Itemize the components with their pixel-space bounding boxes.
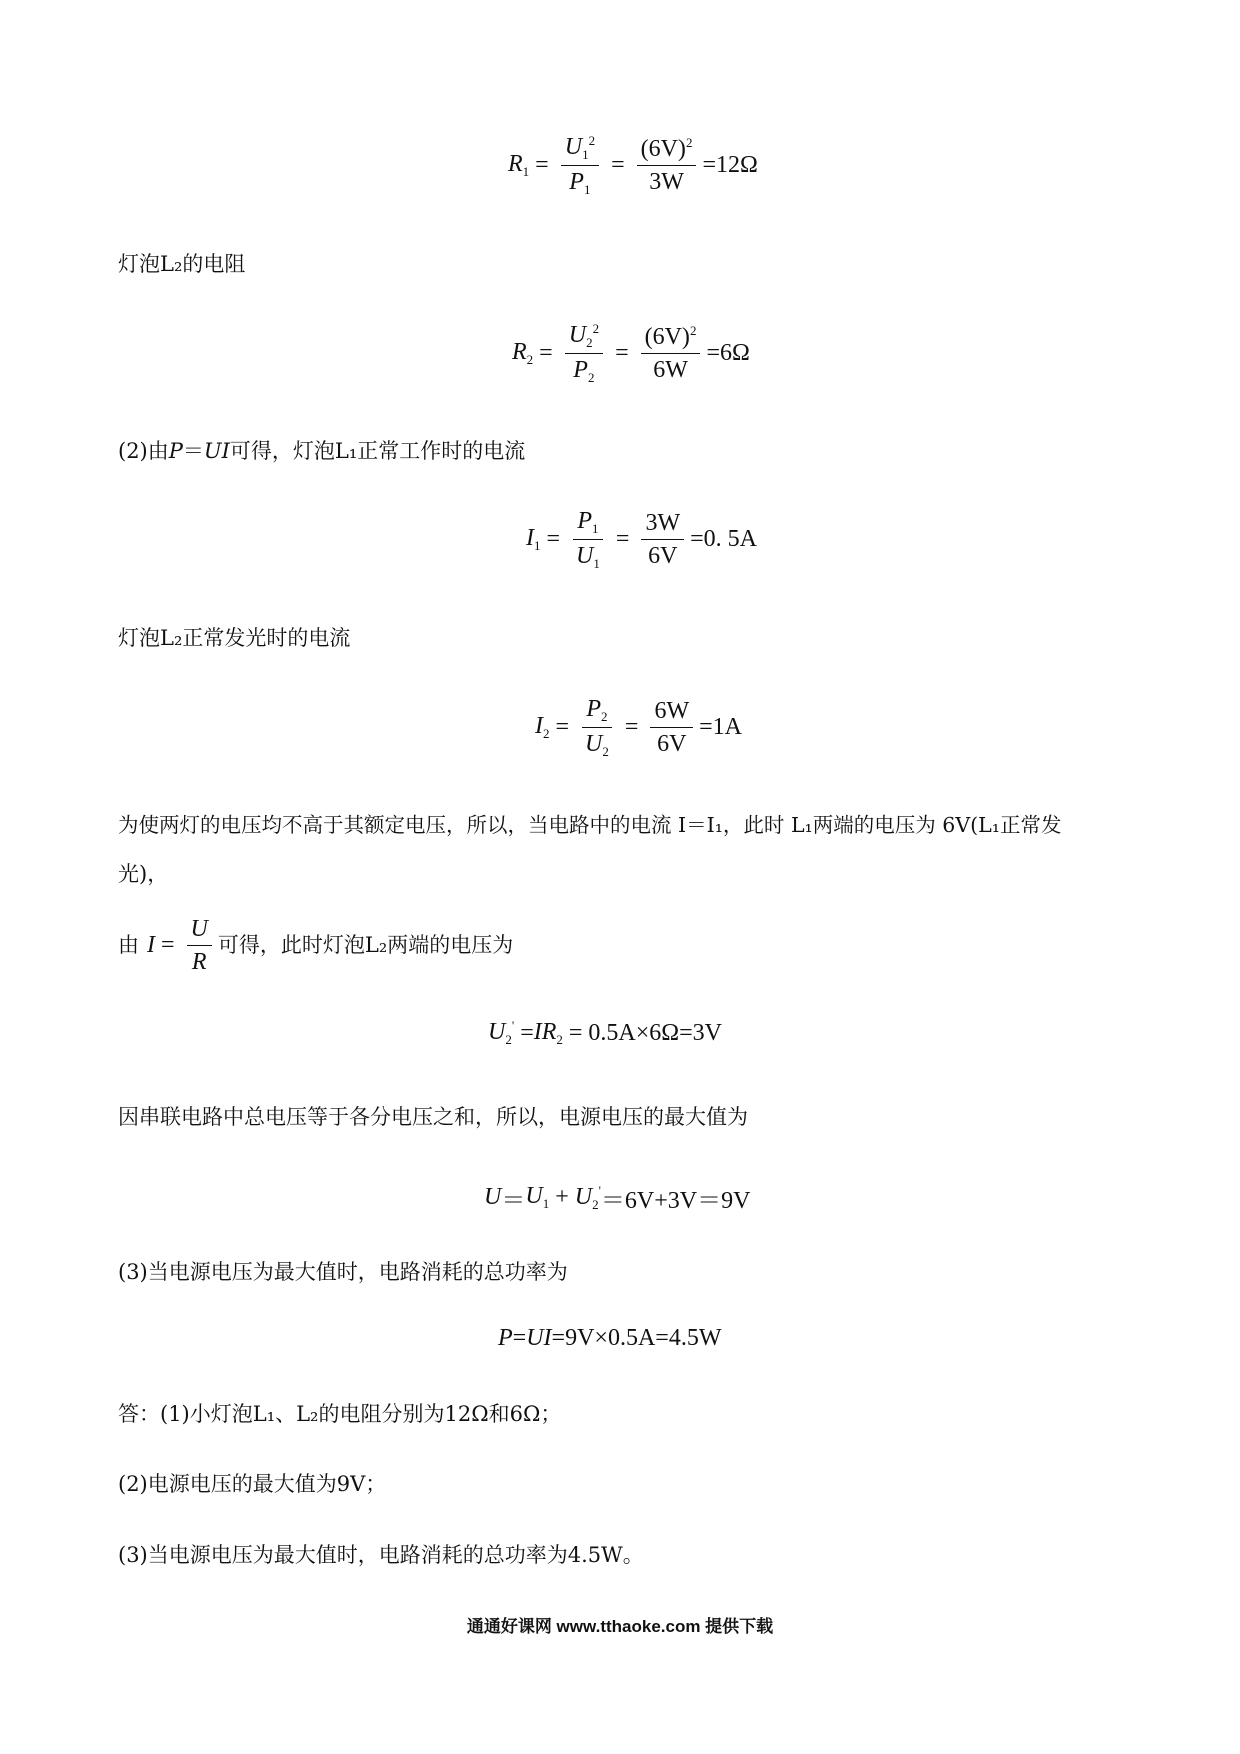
fraction: $\frac{U_1^2}{P_1}$ bbox=[561, 134, 599, 196]
equation-r1 bbox=[508, 134, 758, 196]
text-series: 因串联电路中总电压等于各分电压之和，所以，电源电压的最大值为 bbox=[118, 1105, 748, 1129]
text-l2-current: 灯泡L₂正常发光时的电流 bbox=[118, 626, 351, 650]
fraction: $\frac{U_2^2}{P_2}$ bbox=[565, 322, 603, 384]
text-l2-resistance: 灯泡L₂的电阻 bbox=[118, 252, 246, 276]
answer-1: 答：(1)小灯泡L₁、L₂的电阻分别为12Ω和6Ω； bbox=[118, 1402, 562, 1426]
text-reason-line2: 光)， bbox=[118, 862, 169, 886]
fraction: $\frac{P_1}{U_1}$ bbox=[572, 509, 604, 570]
fraction: $\frac{6W}{6V}$ bbox=[650, 699, 693, 756]
answer-2: (2)电源电压的最大值为9V； bbox=[118, 1472, 387, 1496]
fraction: $\frac{(6V)^2}{3W}$ bbox=[637, 136, 697, 194]
equation-p-total: P = UI =9V×0.5A=4.5W bbox=[498, 1325, 722, 1351]
text-part2: (2)由P＝UI可得，灯泡L₁正常工作时的电流 bbox=[118, 439, 526, 463]
equals: = bbox=[535, 151, 549, 178]
fraction: $\frac{3W}{6V}$ bbox=[641, 511, 684, 568]
text-part3: (3)当电源电压为最大值时，电路消耗的总功率为 bbox=[118, 1260, 568, 1284]
symbol: $R_1$ bbox=[508, 150, 530, 179]
equation-r2: $R_2$ = $\frac{U_2^2}{P_2}$ = $\frac{(6V)^2}{6W}$ =6Ω bbox=[512, 321, 750, 385]
fraction: $\frac{(6V)^2}{6W}$ bbox=[641, 324, 701, 382]
equation-i1: $I_1$ = $\frac{P_1}{U_1}$ = $\frac{3W}{6V}$ =0. 5A bbox=[526, 508, 757, 571]
equals: = bbox=[611, 151, 625, 178]
footer-source: 通通好课网 www.tthaoke.com 提供下载 bbox=[466, 1617, 774, 1636]
equation-u-total: U ＝ $U_1$ + $U_2'$ ＝6V+3V＝9V bbox=[484, 1182, 751, 1214]
text-ohm: 由 I = $\frac{U}{R}$ 可得，此时灯泡L₂两端的电压为 bbox=[118, 916, 514, 975]
answer-3: (3)当电源电压为最大值时，电路消耗的总功率为4.5W。 bbox=[118, 1543, 644, 1567]
fraction: $\frac{P_2}{U_2}$ bbox=[581, 697, 613, 758]
equation-i2: $I_2$ = $\frac{P_2}{U_2}$ = $\frac{6W}{6V}$ =1A bbox=[535, 696, 742, 759]
result: =12Ω bbox=[702, 151, 758, 178]
fraction: $\frac{U}{R}$ bbox=[187, 917, 212, 974]
text-reason-line1: 为使两灯的电压均不高于其额定电压，所以，当电路中的电流 I＝I₁，此时 L₁两端的电压为 6V(L₁正常发 bbox=[118, 813, 1062, 837]
equation-u2-prime: $U_2'$ = $IR_2$ = 0.5A×6Ω=3V bbox=[488, 1018, 722, 1047]
